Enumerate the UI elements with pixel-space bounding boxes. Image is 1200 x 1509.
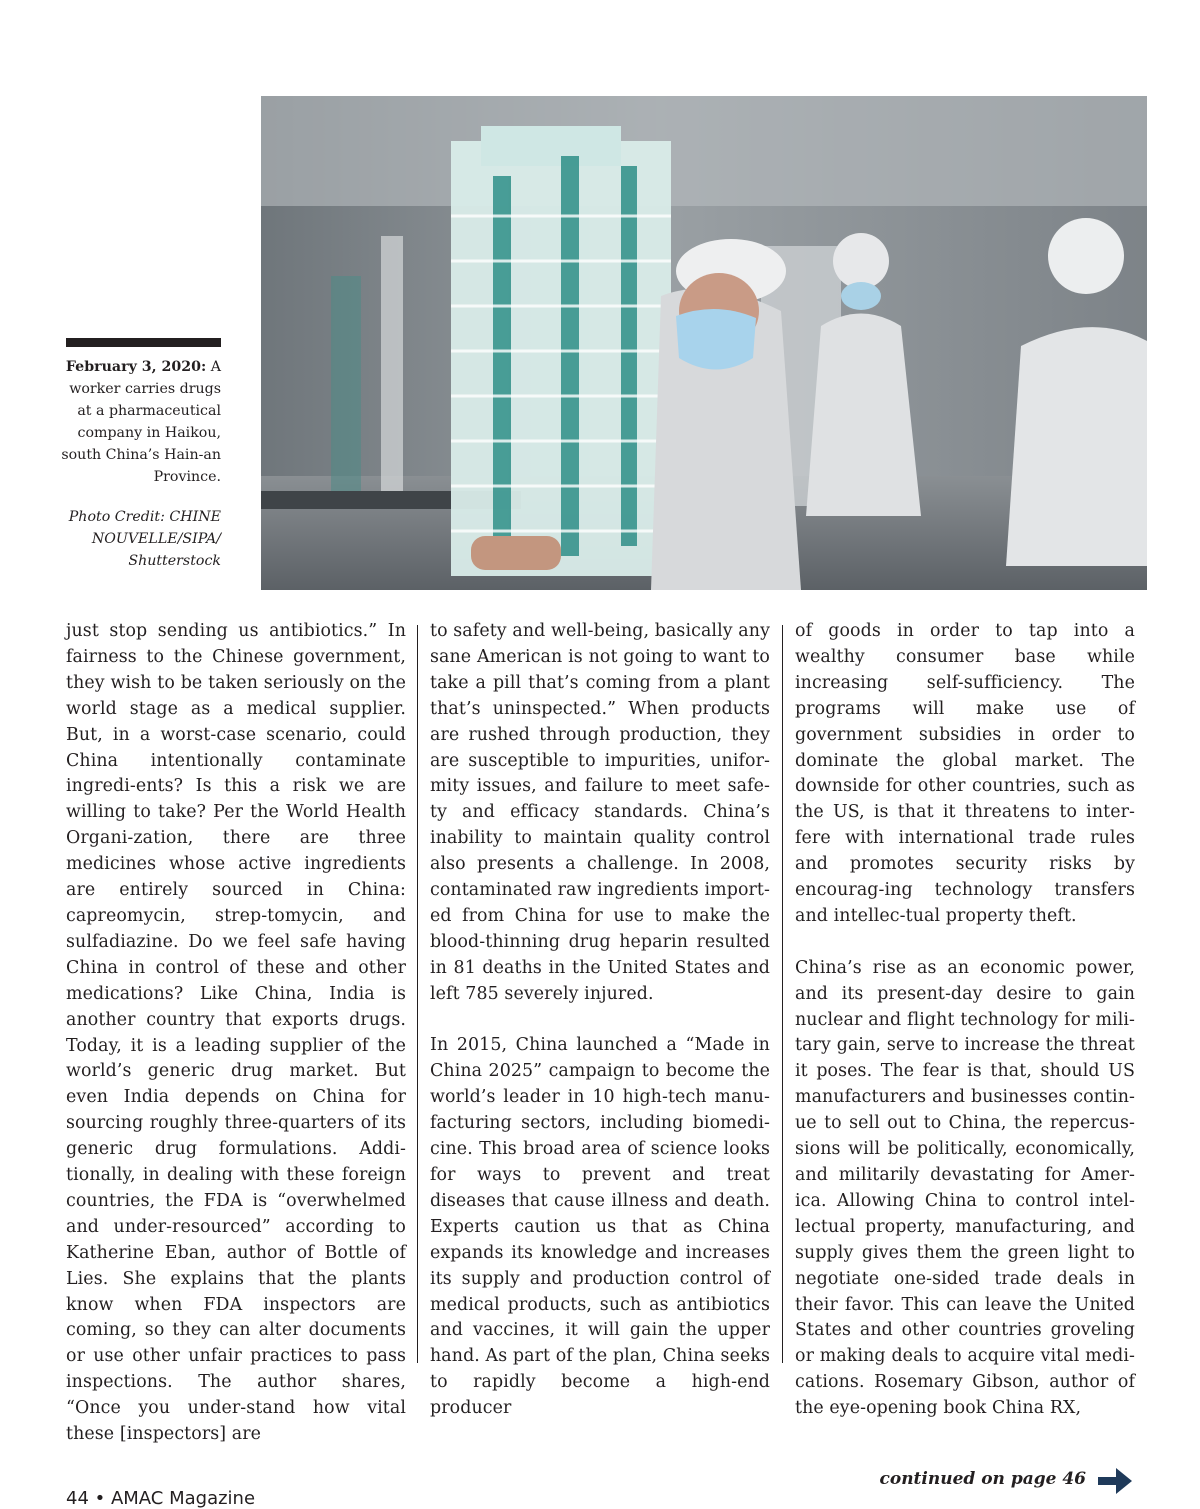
column-divider [782, 625, 783, 1363]
factory-worker-photo [261, 96, 1147, 590]
paragraph: just stop sending us antibiotics.” In fairness to the Chinese government, they wish to be taken seriously on the world stage as a medical supplier. But, in a worst-case scenario, could China intentionally contaminate ingredi-ents? Is this a risk we are willing to take? Per the World Health Organi-zation, there are three medicines whose active ingredients are entirely sourced in China: capreomycin, strep-tomycin, and sulfadiazine. Do we feel safe having China in control of these and other medications? Like China, India is another country that exports drugs. Today, it is a leading supplier of the world’s generic drug market. But even India depends on China for sourcing roughly three-quarters of its generic drug formulations. Addi-tionally, in dealing with these foreign countries, the FDA is “overwhelmed and under-resourced” according to Katherine Eban, author of Bottle of Lies. She explains that the plants know when FDA inspectors are coming, so they can alter documents or use other unfair practices to pass inspections. The author shares, “Once you under-stand how vital these [inspectors] are [66, 621, 406, 1445]
text-column-2 [430, 619, 770, 1422]
caption-body [60, 356, 221, 488]
column-divider [417, 625, 418, 1363]
caption-text: A worker carries drugs at a pharmaceutical company in Haikou, south China’s Hain-an Province. [61, 359, 221, 485]
arrow-right-icon[interactable] [1096, 1465, 1134, 1497]
paragraph: In 2015, China launched a “Made in China 2025” campaign to become the world’s leader in 10 high-tech manu-facturing sectors, including biomedi-cine. This broad area of science looks for ways to prevent and treat diseases that cause illness and death. Experts caution us that as China expands its knowledge and increases its supply and production control of medical products, such as antibiotics and vaccines, it will gain the upper hand. As part of the plan, China seeks to rapidly become a high-end producer [430, 1035, 770, 1419]
text-column-1 [66, 619, 406, 1448]
photo-credit: Photo Credit: CHINE NOUVELLE/SIPA/ Shutterstock [68, 509, 221, 569]
photo-caption [60, 356, 221, 572]
caption-rule [66, 338, 221, 347]
paragraph: to safety and well-being, basically any sane American is not going to want to take a pill that’s coming from a plant that’s uninspected.” When products are rushed through production, they are susceptible to impurities, unifor-mity issues, and failure to meet safe-ty and efficacy standards. China’s inability to maintain quality control also presents a challenge. In 2008, contaminated raw ingredients import-ed from China for use to make the blood-thinning drug heparin resulted in 81 deaths in the United States and left 785 severely injured. [430, 621, 770, 1004]
paragraph: of goods in order to tap into a wealthy consumer base while increasing self-sufficiency. The programs will make use of government subsidies in order to dominate the global market. The downside for other countries, such as the US, is that it threatens to inter-fere with international trade rules and promotes security risks by encourag-ing technology transfers and intellec-tual property theft. [795, 621, 1135, 926]
text-column-3 [795, 619, 1135, 1422]
caption-date: February 3, 2020: [65, 359, 207, 375]
page-folio: 44 • AMAC Magazine [66, 1488, 256, 1509]
continued-link[interactable]: continued on page 46 [879, 1469, 1086, 1489]
paragraph: China’s rise as an economic power, and its present-day desire to gain nuclear and flight technology for mili-tary gain, serve to increase the threat it poses. The fear is that, should US manufacturers and businesses contin-ue to sell out to China, the repercus-sions will be politically, economically, and militarily devastating for Amer-ica. Allowing China to control intel-lectual property, manufacturing, and supply gives them the green light to negotiate one-sided trade deals in their favor. This can leave the United States and other countries groveling or making deals to acquire vital medi-cations. Rosemary Gibson, author of the eye-opening book China RX, [795, 957, 1135, 1419]
feature-photo [261, 96, 1147, 590]
